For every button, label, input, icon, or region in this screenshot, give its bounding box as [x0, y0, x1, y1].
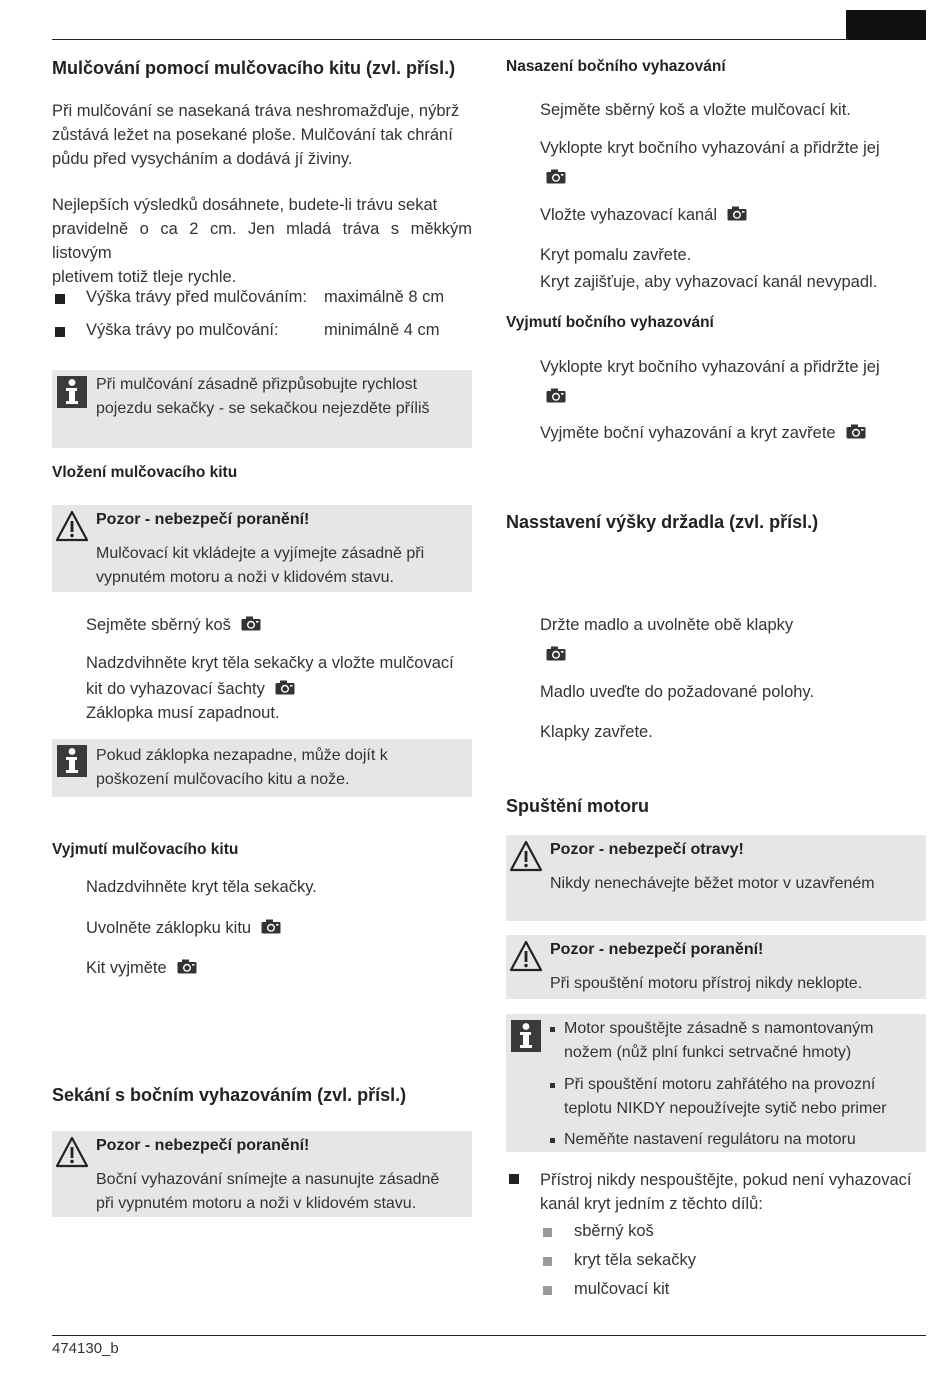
remove-step-2 [86, 919, 281, 938]
warning-triangle-icon [55, 510, 89, 542]
warning-box-injury-1 [52, 505, 472, 592]
warning-title: Pozor - nebezpečí poranění! [550, 941, 764, 958]
info-box-speed [52, 370, 472, 448]
text-line: nožem (nůž plní funkci setrvačné hmoty) [564, 1044, 852, 1061]
remove-kit-heading: Vyjmutí mulčovacího kitu [52, 841, 239, 858]
side-discharge-heading: Sekání s bočním vyhazováním (zvl. přísl.) [52, 1085, 407, 1105]
camera-icon [846, 424, 866, 439]
text-line: zůstává ležet na posekané ploše. Mulčování tak chrání [52, 126, 453, 144]
never-start-item [506, 1168, 926, 1216]
camera-icon [177, 959, 197, 974]
handle-height-heading: Nasstavení výšky držadla (zvl. přísl.) [506, 512, 819, 532]
camera-icon [546, 646, 566, 661]
attach-step-3 [540, 206, 747, 225]
warning-triangle-icon [509, 840, 543, 872]
text-line: půdu před vysycháním a dodává jí živiny. [52, 150, 353, 168]
bullet-square [509, 1174, 519, 1184]
handle-step-1: Držte madlo a uvolněte obě klapky [540, 616, 794, 634]
attach-step-4: Kryt pomalu zavřete. [540, 246, 692, 264]
text-line: Při mulčování zásadně přizpůsobujte rychlost [96, 376, 418, 393]
camera-icon [241, 616, 261, 631]
page-tab-marker [846, 10, 926, 40]
camera-icon [546, 388, 566, 403]
warning-title: Pozor - nebezpečí poranění! [96, 511, 310, 528]
warning-text [550, 938, 862, 996]
engine-start-heading: Spuštění motoru [506, 796, 649, 816]
info-icon [57, 376, 87, 408]
bullet-square [543, 1257, 552, 1266]
warning-triangle-icon [509, 940, 543, 972]
text-line: kanál kryt jedním z těchto dílů: [540, 1195, 763, 1213]
detach-side-discharge-heading: Vyjmutí bočního vyhazování [506, 314, 714, 331]
detach-step-2 [540, 424, 866, 443]
info-icon [57, 745, 87, 777]
never-start-text [540, 1168, 926, 1216]
list-item [540, 1280, 920, 1309]
spec-label: Výška trávy před mulčováním: [86, 288, 307, 306]
spec-value: minimálně 4 cm [324, 321, 440, 339]
attach-side-discharge-heading: Nasazení bočního vyhazování [506, 58, 726, 75]
spec-value: maximálně 8 cm [324, 288, 445, 306]
remove-step-1: Nadzdvihněte kryt těla sekačky. [86, 878, 317, 896]
part-name: kryt těla sekačky [574, 1251, 696, 1269]
step-text: Uvolněte záklopku kitu [86, 919, 252, 937]
grass-height-specs [52, 288, 472, 354]
info-box-latch [52, 739, 472, 797]
handle-step-2: Madlo uveďte do požadované polohy. [540, 683, 815, 701]
text-line: Neměňte nastavení regulátoru na motoru [564, 1131, 856, 1148]
text-line: pletivem totiž tleje rychle. [52, 268, 237, 286]
step-text: kit do vyhazovací šachty [86, 680, 265, 698]
list-item [540, 1222, 920, 1251]
attach-step-2: Vyklopte kryt bočního vyhazování a přidržte jej [540, 139, 880, 157]
insert-step-1 [86, 616, 261, 635]
warning-triangle-icon [55, 1136, 89, 1168]
warning-text [96, 1134, 439, 1216]
mulching-paragraph-2 [52, 193, 472, 289]
remove-step-3 [86, 959, 197, 978]
bullet-square [55, 294, 65, 304]
text-line: Motor spouštějte zásadně s namontovaným [564, 1020, 874, 1037]
info-icon [511, 1020, 541, 1052]
mulching-paragraph-1 [52, 99, 472, 171]
detach-step-1: Vyklopte kryt bočního vyhazování a přidržte jej [540, 358, 880, 376]
text-line: Přístroj nikdy nespouštějte, pokud není vyhazovací [540, 1171, 912, 1189]
text-line: teplotu NIKDY nepoužívejte sytič nebo primer [564, 1100, 887, 1117]
text-line: Boční vyhazování snímejte a nasunujte zásadně [96, 1171, 440, 1188]
bullet-dot [550, 1083, 555, 1088]
text-line: vypnutém motoru a noži v klidovém stavu. [96, 569, 394, 586]
warning-text [96, 508, 424, 590]
info-text [96, 744, 388, 792]
spec-row [52, 321, 472, 354]
cover-parts-list [540, 1222, 920, 1309]
step-text: Vyjměte boční vyhazování a kryt zavřete [540, 424, 836, 442]
info-box-engine [506, 1014, 926, 1152]
text-line: při vypnutém motoru a noži v klidovém stavu. [96, 1195, 417, 1212]
part-name: sběrný koš [574, 1222, 654, 1240]
text-line: poškození mulčovacího kitu a nože. [96, 771, 350, 788]
text-line: Při spouštění motoru přístroj nikdy neklopte. [550, 975, 863, 992]
warning-box-poisoning [506, 835, 926, 921]
text-line: Mulčovací kit vkládejte a vyjímejte zásadně při [96, 545, 425, 562]
text-line: pojezdu sekačky - se sekačkou nejezděte příliš [96, 400, 430, 417]
warning-text [550, 838, 875, 896]
insert-kit-heading: Vložení mulčovacího kitu [52, 464, 238, 481]
step-text: Vložte vyhazovací kanál [540, 206, 718, 224]
attach-step-4-note: Kryt zajišťuje, aby vyhazovací kanál nevypadl. [540, 273, 878, 291]
warning-box-injury-3 [506, 935, 926, 999]
warning-title: Pozor - nebezpečí otravy! [550, 841, 744, 858]
camera-icon [546, 169, 566, 184]
bullet-dot [550, 1138, 555, 1143]
insert-step-2-note: Záklopka musí zapadnout. [86, 704, 280, 722]
text-line: Pokud záklopka nezapadne, může dojít k [96, 747, 388, 764]
warning-title: Pozor - nebezpečí poranění! [96, 1137, 310, 1154]
bullet-square [55, 327, 65, 337]
info-bullet-list [550, 1017, 922, 1152]
handle-step-3: Klapky zavřete. [540, 723, 653, 741]
bullet-square [543, 1228, 552, 1237]
insert-step-2-cont [86, 680, 295, 699]
spec-label: Výška trávy po mulčování: [86, 321, 279, 339]
info-text [96, 373, 430, 421]
mulching-heading: Mulčování pomocí mulčovacího kitu (zvl. přísl.) [52, 58, 456, 78]
footer-rule [52, 1335, 926, 1336]
header-rule [52, 39, 926, 40]
text-line: Nejlepších výsledků dosáhnete, budete-li trávu sekat [52, 196, 438, 214]
text-line: pravidelně o ca 2 cm. Jen mladá tráva s měkkým listovým [52, 220, 472, 262]
bullet-square [543, 1286, 552, 1295]
text-line: Nikdy nenechávejte běžet motor v uzavřeném [550, 875, 875, 892]
text-line: Při mulčování se nasekaná tráva neshromažďuje, nýbrž [52, 102, 460, 120]
document-number: 474130_b [52, 1340, 119, 1357]
part-name: mulčovací kit [574, 1280, 670, 1298]
info-bullet [550, 1017, 922, 1065]
camera-icon [275, 680, 295, 695]
step-text: Sejměte sběrný koš [86, 616, 231, 634]
spec-row [52, 288, 472, 321]
info-bullet [550, 1073, 922, 1121]
step-text: Kit vyjměte [86, 959, 167, 977]
list-item [540, 1251, 920, 1280]
bullet-dot [550, 1027, 555, 1032]
attach-step-1: Sejměte sběrný koš a vložte mulčovací kit. [540, 101, 851, 119]
warning-box-injury-2 [52, 1131, 472, 1217]
text-line: Při spouštění motoru zahřátého na provozní [564, 1076, 876, 1093]
info-bullet [550, 1128, 922, 1152]
camera-icon [727, 206, 747, 221]
camera-icon [261, 919, 281, 934]
insert-step-2: Nadzdvihněte kryt těla sekačky a vložte mulčovací [86, 654, 454, 672]
